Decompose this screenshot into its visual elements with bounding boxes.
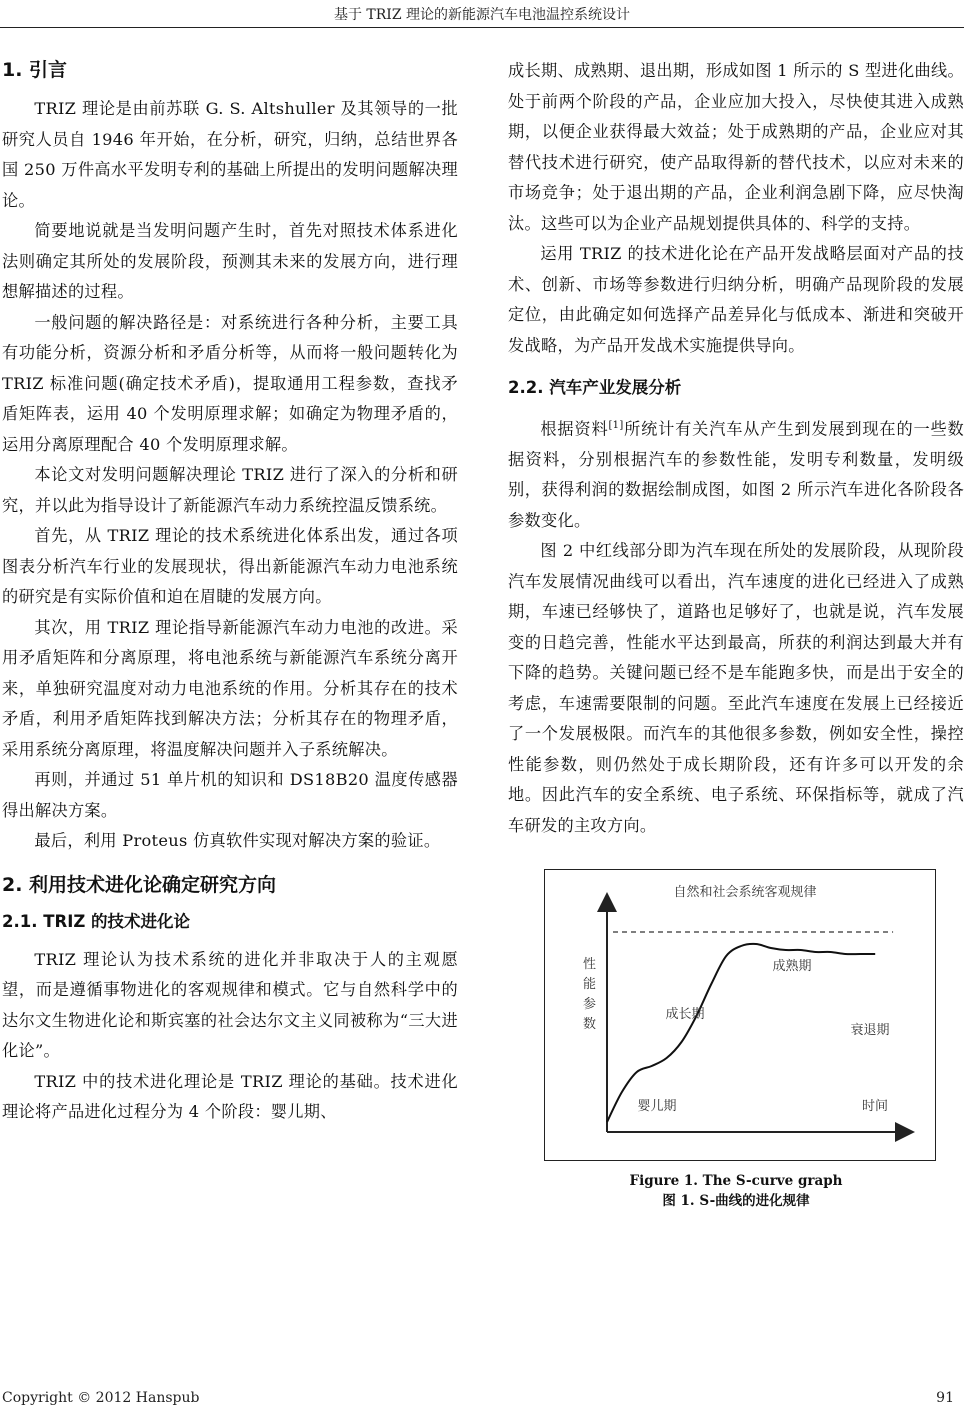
paragraph-text: 根据资料: [540, 419, 609, 439]
figure-1: [544, 869, 936, 1161]
x-axis-label: 时间: [861, 1099, 889, 1115]
subsection-2-2-title: 2.2. 汽车产业发展分析: [508, 378, 682, 397]
paragraph: 首先，从 TRIZ 理论的技术系统进化体系出发，通过各项图表分析汽车行业的发展现状，得出新能源汽车动力电池系统的研究是有实际价值和迫在眉睫的发展方向。: [2, 526, 458, 606]
s-curve-line: [607, 944, 875, 1122]
chart-title: 自然和社会系统客观规律: [673, 885, 817, 901]
y-axis-label-char: 能: [583, 977, 597, 993]
paragraph: [508, 411, 964, 536]
paragraph: TRIZ 理论认为技术系统的进化并非取决于人的主观愿望，而是遵循事物进化的客观规律和模式。它与自然科学中的达尔文生物进化论和斯宾塞的社会达尔文主义同被称为“三大进化论”。: [2, 949, 458, 1060]
paragraph: 最后，利用 Proteus 仿真软件实现对解决方案的验证。: [34, 831, 441, 850]
paragraph: 一般问题的解决路径是：对系统进行各种分析，主要工具有功能分析，资源分析和矛盾分析等，从而将一般问题转化为 TRIZ 标准问题(确定技术矛盾)，提取通用工程参数，查找矛盾矩阵表，运用 40 个发明原理求解；如确定为物理矛盾的，运用分离原理配合 40 个发明原理求解。: [2, 312, 458, 454]
stage-label-decline: 衰退期: [850, 1023, 890, 1039]
paragraph: 成长期、成熟期、退出期，形成如图 1 所示的 S 型进化曲线。处于前两个阶段的产品，企业应加大投入，尽快使其进入成熟期，以便企业获得最大效益；处于成熟期的产品，企业应对其替代技术进行研究，使产品取得新的替代技术，以应对未来的市场竞争；处于退出期的产品，企业利润急剧下降，应尽快淘汰。这些可以为企业产品规划提供具体的、科学的支持。: [508, 61, 964, 233]
y-axis-label-char: 参: [583, 997, 597, 1013]
left-column: [2, 56, 458, 1128]
y-axis-label-char: 数: [583, 1017, 597, 1033]
paragraph: 简要地说就是当发明问题产生时，首先对照技术体系进化法则确定其所处的发展阶段，预测其未来的发展方向，进行理想解描述的过程。: [2, 221, 458, 301]
citation-ref[interactable]: [1]: [608, 420, 624, 431]
y-axis-label-char: 性: [583, 957, 597, 973]
section-2-title: 2. 利用技术进化论确定研究方向: [2, 873, 277, 896]
paragraph: TRIZ 理论是由前苏联 G. S. Altshuller 及其领导的一批研究人员自 1946 年开始，在分析，研究，归纳，总结世界各国 250 万件高水平发明专利的基础上所提出的发明问题解决理论。: [2, 99, 458, 210]
running-header: 基于 TRIZ 理论的新能源汽车电池温控系统设计: [333, 7, 631, 23]
right-column: [508, 56, 964, 1211]
header-rule: [0, 27, 964, 28]
paragraph: 再则，并通过 51 单片机的知识和 DS18B20 温度传感器得出解决方案。: [2, 770, 458, 820]
paragraph: 图 2 中红线部分即为汽车现在所处的发展阶段，从现阶段汽车发展情况曲线可以看出，汽车速度的进化已经进入了成熟期，车速已经够快了，道路也足够好了，也就是说，汽车发展变的日趋完善，性能水平达到最高，所获的利润达到最大并有下降的趋势。关键问题已经不是车能跑多快，而是出于安全的考虑，车速需要限制的问题。至此汽车速度在发展上已经接近了一个发展极限。而汽车的其他很多参数，例如安全性，操控性能参数，则仍然处于成长期阶段，还有许多可以开发的余地。因此汽车的安全系统、电子系统、环保指标等，就成了汽车研发的主攻方向。: [508, 541, 964, 835]
stage-label-infancy: 婴儿期: [637, 1099, 677, 1115]
y-axis-label: [583, 956, 596, 1032]
footer-copyright: Copyright © 2012 Hanspub: [2, 1390, 200, 1406]
figure-caption-zh: 图 1. S-曲线的进化规律: [662, 1193, 810, 1210]
section-1-title: 1. 引言: [2, 59, 68, 81]
paragraph: 其次，用 TRIZ 理论指导新能源汽车动力电池的改进。采用矛盾矩阵和分离原理，将电池系统与新能源汽车系统分离开来，单独研究温度对动力电池系统的作用。分析其存在的技术矛盾，利用矛盾矩阵找到解决方法；分析其存在的物理矛盾，采用系统分离原理，将温度解决问题并入子系统解决。: [2, 617, 458, 759]
paragraph: 本论文对发明问题解决理论 TRIZ 进行了深入的分析和研究，并以此为指导设计了新能源汽车动力系统控温反馈系统。: [2, 465, 458, 515]
stage-label-growth: 成长期: [665, 1007, 705, 1023]
page-number: 91: [936, 1390, 954, 1406]
paragraph-text: 所统计有关汽车从产生到发展到现在的一些数据资料，分别根据汽车的参数性能，发明专利数量，发明级别，获得利润的数据绘制成图，如图 2 所示汽车进化各阶段各参数变化。: [508, 419, 964, 530]
figure-caption-en: Figure 1. The S-curve graph: [629, 1173, 843, 1190]
paragraph: TRIZ 中的技术进化理论是 TRIZ 理论的基础。技术进化理论将产品进化过程分为 4 个阶段：婴儿期、: [2, 1071, 458, 1121]
subsection-2-1-title: 2.1. TRIZ 的技术进化论: [2, 911, 191, 931]
paragraph: 运用 TRIZ 的技术进化论在产品开发战略层面对产品的技术、创新、市场等参数进行归纳分析，明确产品现阶段的发展定位，由此确定如何选择产品差异化与低成本、渐进和突破开发战略，为产品开发战术实施提供导向。: [508, 244, 964, 355]
s-curve-chart: [545, 870, 935, 1160]
stage-label-maturity: 成熟期: [772, 959, 812, 975]
